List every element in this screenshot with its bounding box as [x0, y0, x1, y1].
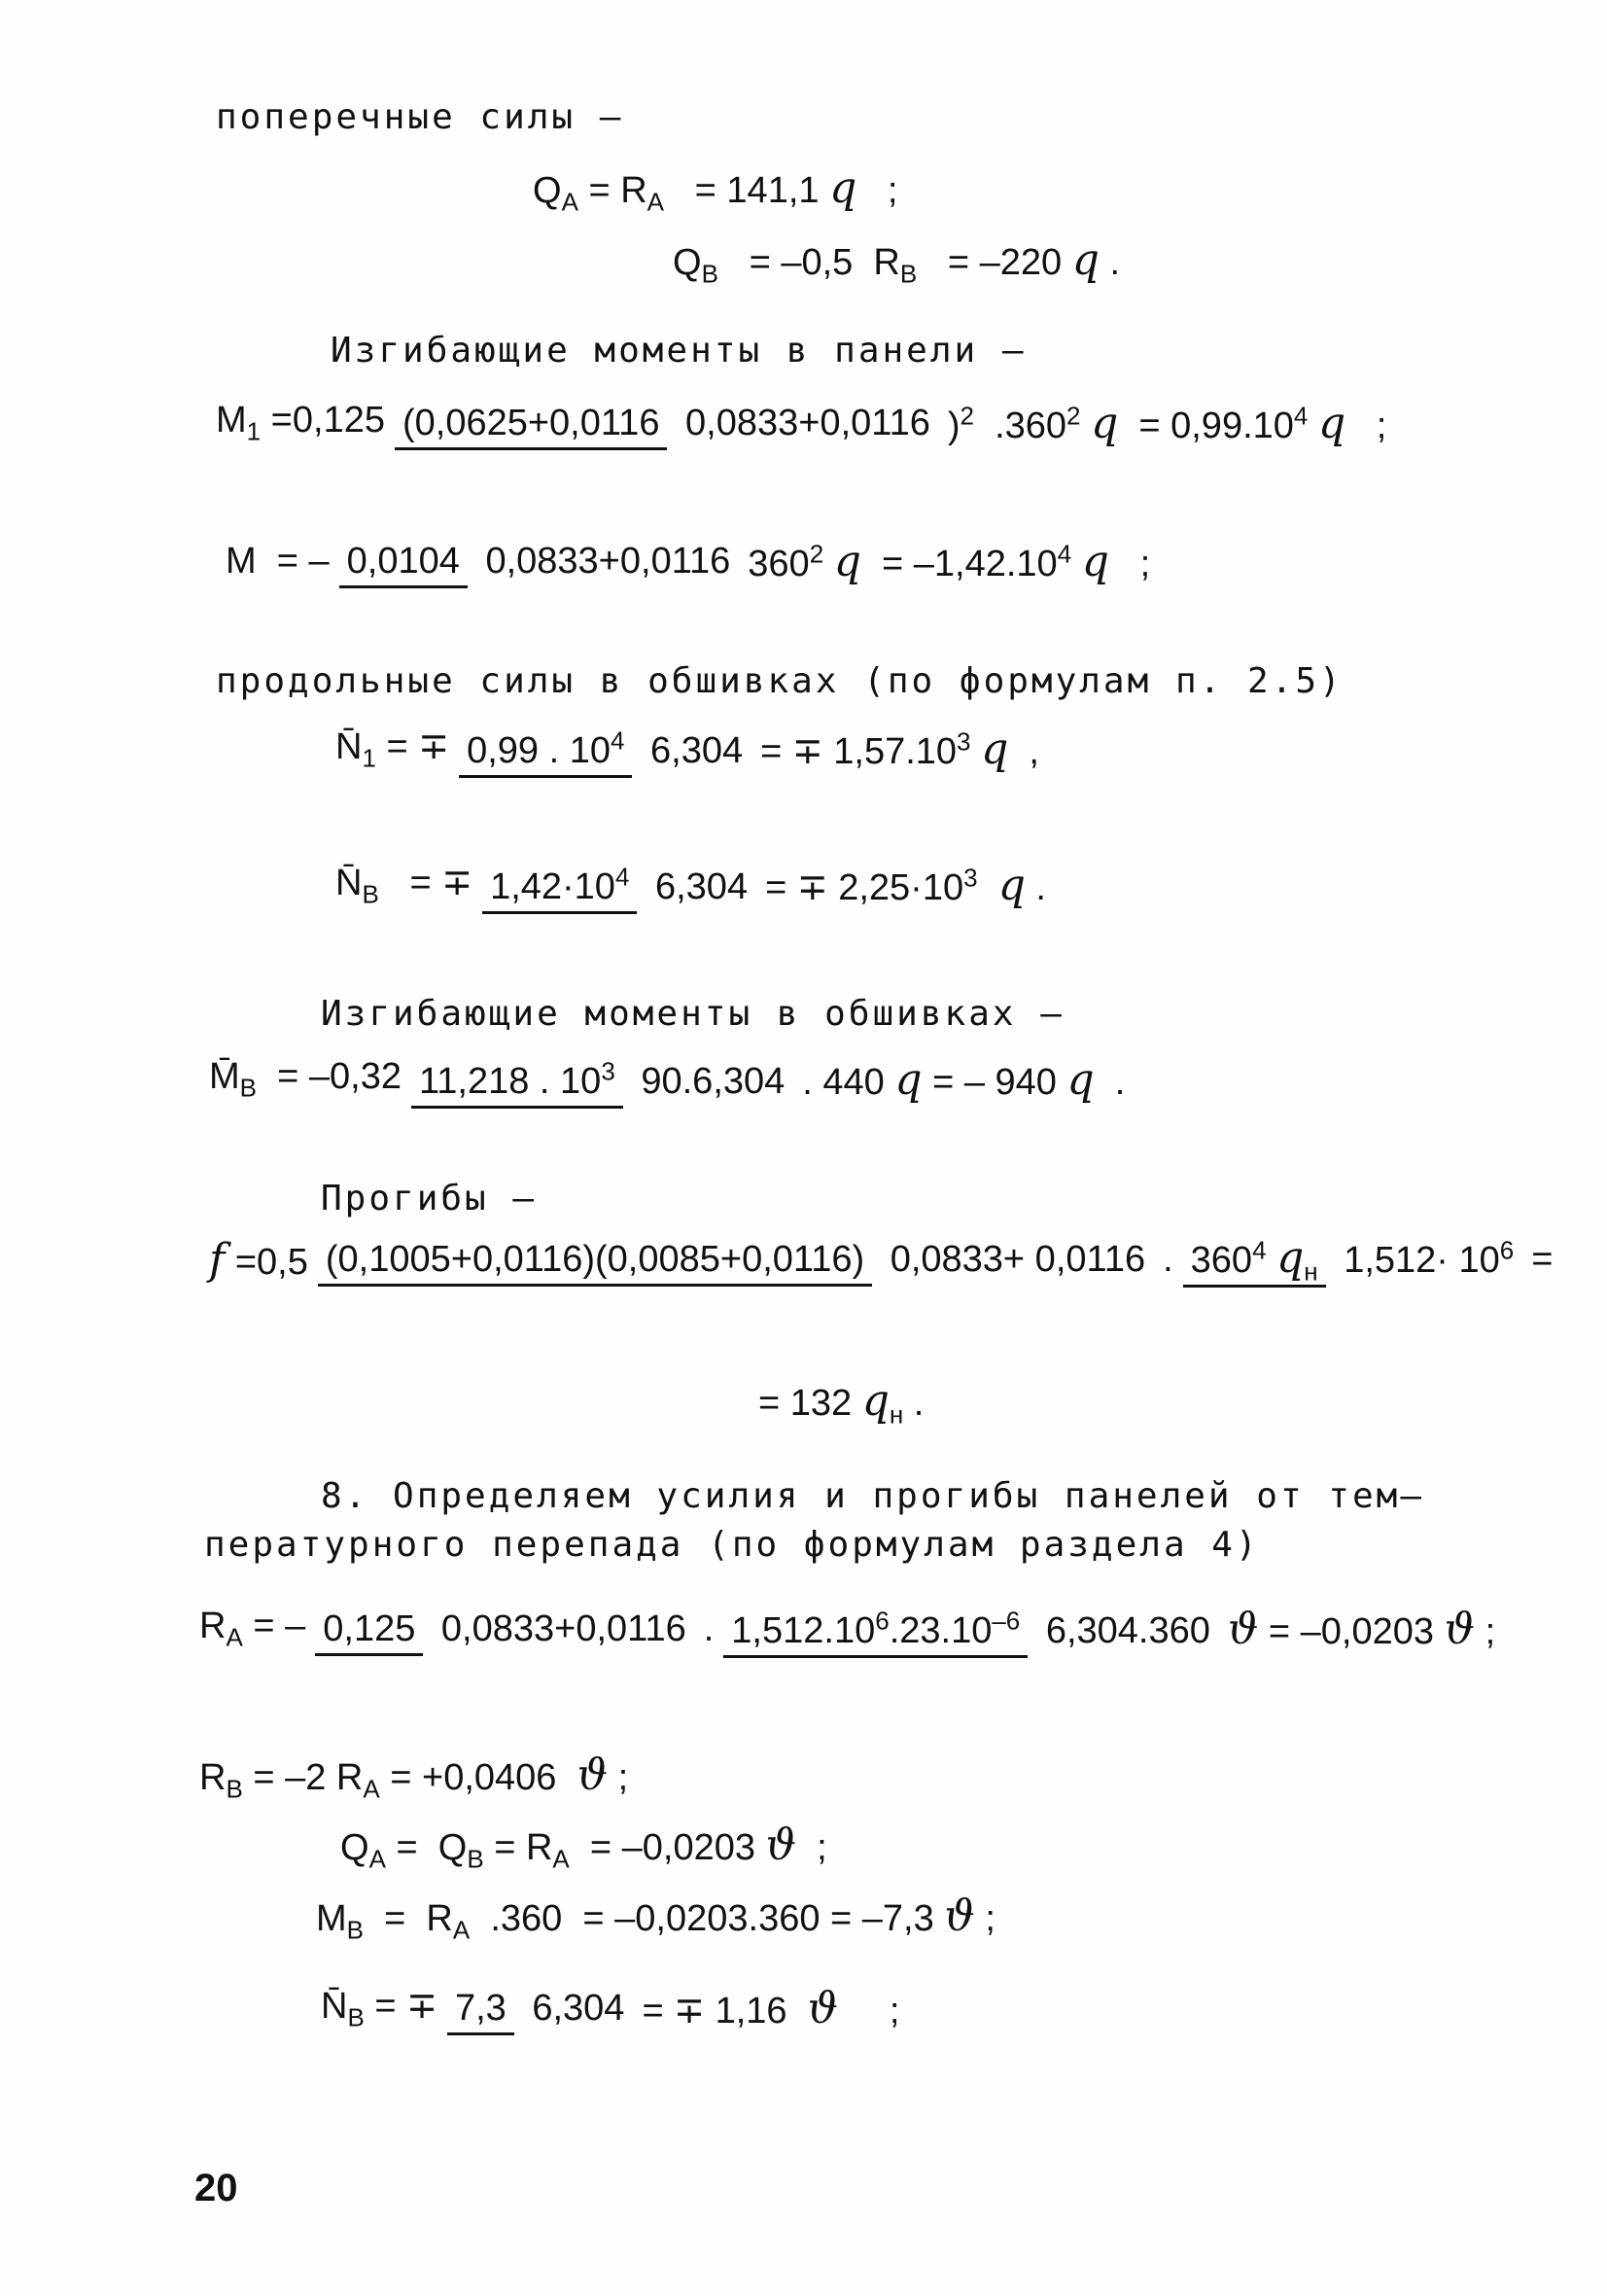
fraction: $1,512.10^6.23.10^{-6}$ 6,304.360 [723, 1607, 1218, 1653]
section-heading: Прогибы – [321, 1179, 538, 1219]
fraction: (0,1005+0,0116)(0,0085+0,0116) 0,0833+ 0,0116 [318, 1239, 1153, 1281]
fraction: 7,3 6,304 [447, 1988, 632, 2030]
equation-f: f =0,5 (0,1005+0,0116)(0,0085+0,0116) 0,0833+ 0,0116 . $360^4$ $q_н$ $1,512\cdot 10^6$ = [209, 1233, 1554, 1287]
section-heading: Изгибающие моменты в обшивках – [321, 994, 1065, 1034]
equation-mb: $M̄_B = -0,32$ 11,218 . $10^3$ 90.6,304 . 440 q = – 940 q . [209, 1055, 1125, 1105]
fraction: (0,0625+0,0116 0,0833+0,0116 [395, 403, 938, 444]
fraction: 11,218 . $10^3$ 90.6,304 [411, 1057, 792, 1104]
equation-rb: $R_B = -2$ $R_A = +0,0406$ ϑ ; [199, 1750, 629, 1804]
fraction: 0,99 . $10^4$ 6,304 [459, 726, 751, 773]
paragraph-line: 8. Определяем усилия и прогибы панелей от тем– [321, 1476, 1424, 1516]
section-heading: Изгибающие моменты в панели – [331, 331, 1027, 371]
equation-mb-temp: $M_B = R_A$ .360 = –0,0203.360 = –7,3 ϑ ; [316, 1891, 996, 1945]
text-line: поперечные силы – [216, 97, 624, 137]
equation-m: M = – 0,0104 0,0833+0,0116 $360^2$ $q = -1,42.10^4$ q ; [226, 537, 1151, 586]
fraction: 0,125 0,0833+0,0116 [315, 1608, 693, 1650]
equation-m1: $M_1 =0,125$ (0,0625+0,0116 0,0833+0,0116 )$^2$ .360$^2$ $q = 0,99.10^4$ q ; [216, 399, 1387, 448]
equation-nb-temp: $N̄_B$ = ∓ 7,3 6,304 = ∓ 1,16 ϑ ; [321, 1984, 900, 2033]
fraction: 0,0104 0,0833+0,0116 [339, 541, 739, 583]
fraction: $1,42\cdot 10^4$ 6,304 [482, 863, 755, 909]
equation-qa: $Q_A = R_A = 141,1$ q ; [533, 163, 898, 217]
equation-ra: $R_A$ = – 0,125 0,0833+0,0116 . $1,512.10^6.23.10^{-6}$ 6,304.360 ϑ = –0,0203 ϑ ; [199, 1605, 1495, 1654]
paragraph-line: пературного перепада (по формулам раздела 4) [204, 1525, 1260, 1565]
equation-nb: $N̄_B$ = ∓ $1,42\cdot 10^4$ 6,304 = ∓ $2,25\cdot 10^3$ q . [335, 861, 1046, 910]
equation-qa-qb: $Q_A = Q_B = R_A = -0,0203$ ϑ ; [340, 1820, 827, 1874]
equation-qb: $Q_B = -0,5$ $R_B = -220$ q . [673, 235, 1121, 289]
equation-n1: $N̄_1$ = ∓ 0,99 . $10^4$ 6,304 = ∓ $1,57.10^3$ q , [335, 724, 1039, 774]
page-number: 20 [194, 2167, 238, 2209]
equation-f-result: = 132 $q_н$ . [758, 1376, 925, 1430]
fraction: $360^4$ $q_н$ $1,512\cdot 10^6$ [1183, 1233, 1522, 1288]
text-line: продольные силы в обшивках (по формулам п. 2.5) [216, 661, 1344, 701]
